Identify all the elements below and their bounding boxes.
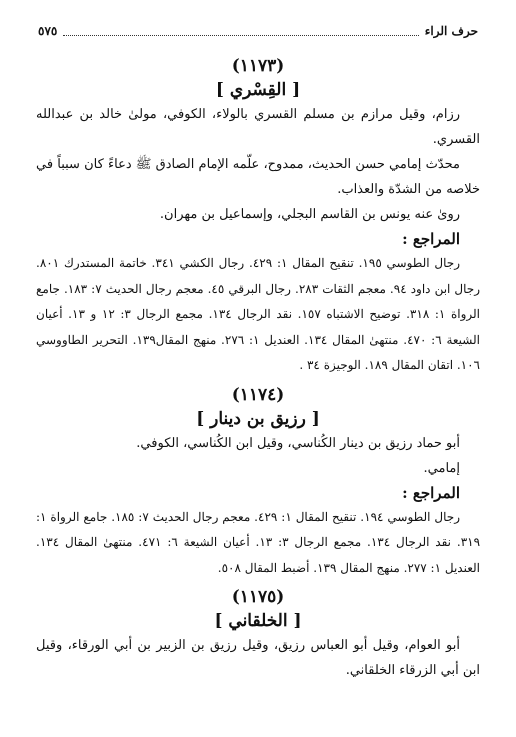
entry-text: محدّث إمامي حسن الحديث، ممدوح، علّمه الإمام الصادق ﷺ دعاءً كان سبباً في خلاصه من الشدّة والعذاب. [36,157,480,197]
entry-text: روىٰ عنه يونس بن القاسم البجلي، وإسماعيل بن مهران. [159,207,460,222]
references-text: رجال الطوسي ١٩٤. تنقيح المقال ١: ٤٢٩. معجم رجال الحديث ٧: ١٨٥. جامع الرواة ١: ٣١٩. نقد الرجال ١٣٤. مجمع الرجال ٣: ١٣. أعيان الشيعة ٦: ٤٧١. منتهىٰ المقال ١٣٤. العنديل ١: ٢٧٧. منهج المقال ١٣٩. أضبط المقال ٥٠٨. [36,509,481,575]
entry-text: إمامي. [423,460,460,476]
entry-1174 [36,383,480,582]
references-heading: المراجع : [402,483,460,502]
entry-title: [ الخلقاني ] [214,611,302,631]
entry-title: [ القِسْري ] [215,80,301,100]
references-heading: المراجع : [402,230,460,248]
dot-leader [63,26,418,36]
references-text: رجال الطوسي ١٩٥. تنقيح المقال ١: ٤٢٩. رجال الكشي ٣٤١. خاتمة المستدرك ٨٠١. رجال ابن داود ٩٤. معجم الثقات ٢٨٣. رجال البرقي ٤٥. معجم رجال الحديث ٧: ١٨٣. جامع الرواة ١: ٣١٨. توضيح الاشتباه ١٥٧. نقد الرجال ١٣٤. مجمع الرجال ٣: ١٢ و ١٣. أعيان الشيعة ٦: ٤٧٠. منتهىٰ المقال ١٣٤. العنديل ١: ٢٧٦. منهج المقال١٣٩. التحرير الطاووسي ١٠٦. اتقان المقال ١٨٩. الوجيزة ٣٤ . [36,256,481,372]
chapter-title: حرف الراء [424,24,478,38]
entry-number: (١١٧٣) [231,56,285,76]
entry-text: أبو العوام، وقيل أبو العباس رزيق، وقيل رزيق بن الزبير بن أبي الورقاء، وقيل ابن أبي الزرقاء الخلقاني. [36,638,480,678]
entry-1175 [36,585,480,683]
entry-number: (١١٧٤) [231,384,285,405]
entry-number: (١١٧٥) [231,587,285,607]
entry-title: [ رزيق بن دينار ] [196,408,320,429]
running-header [38,22,478,40]
page-number: ٥٧٥ [38,24,58,38]
entry-text: رزام، وقيل مرازم بن مسلم القسري بالولاء، الكوفي، مولىٰ خالد بن عبدالله القسري. [36,107,480,147]
page-body [36,54,480,683]
entry-text: أبو حماد رزيق بن دينار الكُناسي، وقيل ابن الكُناسي، الكوفي. [136,435,460,451]
entry-1173 [36,54,480,379]
